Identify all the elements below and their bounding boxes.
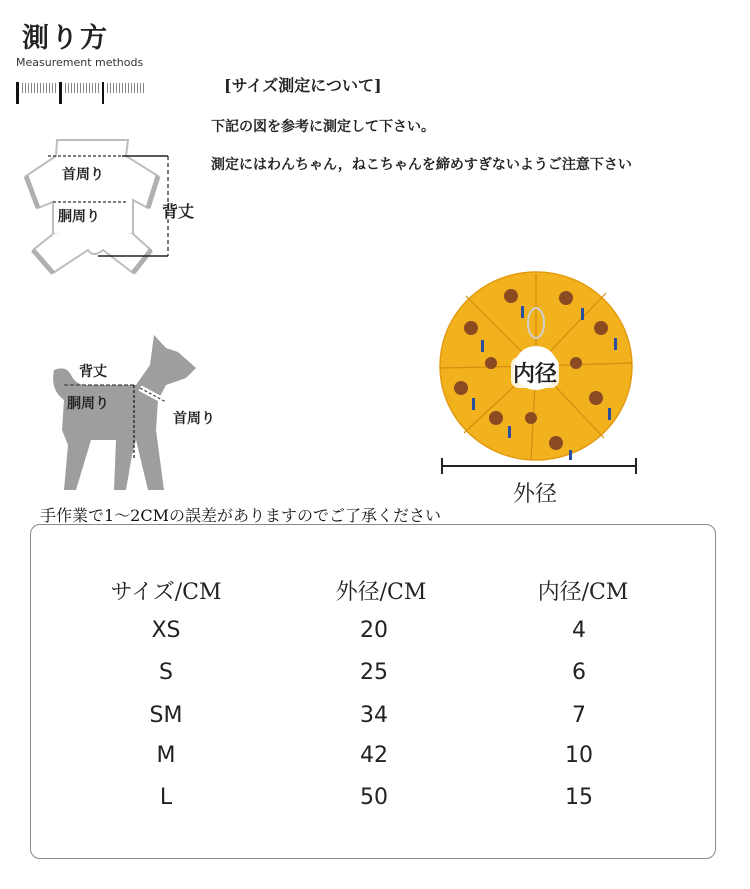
inner-diameter-label: 内径 bbox=[511, 357, 559, 388]
cell-size: M bbox=[156, 743, 176, 768]
instruction-line-2: 測定にはわんちゃん，ねこちゃんを締めすぎないようご注意下さい bbox=[211, 157, 632, 173]
cell-inner: 15 bbox=[565, 785, 593, 810]
size-table bbox=[30, 524, 716, 859]
clothing-chest-label: 胴周り bbox=[58, 209, 100, 225]
header-outer-diameter: 外径/CM bbox=[335, 580, 427, 605]
cell-size: L bbox=[159, 785, 173, 810]
tolerance-note: 手作業で1～2CMの誤差がありますのでご了承ください bbox=[40, 506, 441, 525]
cell-size: S bbox=[159, 660, 173, 685]
header-inner-diameter: 内径/CM bbox=[537, 580, 629, 605]
dog-chest-label: 胴周り bbox=[67, 396, 109, 412]
instruction-line-1: 下記の図を参考に測定して下さい。 bbox=[211, 119, 435, 135]
clothing-neck-label: 首周り bbox=[62, 167, 104, 183]
ruler-icon bbox=[16, 80, 146, 106]
cell-inner: 6 bbox=[572, 660, 586, 685]
page-title: 測り方 bbox=[22, 23, 109, 54]
outer-diameter-label: 外径 bbox=[513, 482, 558, 507]
cell-inner: 7 bbox=[572, 703, 586, 728]
cell-inner: 4 bbox=[572, 618, 586, 643]
cell-outer: 34 bbox=[360, 703, 388, 728]
cell-outer: 50 bbox=[360, 785, 388, 810]
page-subtitle: Measurement methods bbox=[16, 56, 144, 69]
cell-outer: 20 bbox=[360, 618, 388, 643]
section-title: [サイズ測定について] bbox=[224, 76, 382, 95]
cell-size: XS bbox=[151, 618, 181, 643]
cell-size: SM bbox=[149, 703, 183, 728]
cell-inner: 10 bbox=[565, 743, 593, 768]
cell-outer: 25 bbox=[360, 660, 388, 685]
header-size: サイズ/CM bbox=[110, 580, 222, 605]
clothing-back-label: 背丈 bbox=[162, 202, 195, 221]
dog-neck-label: 首周り bbox=[173, 411, 215, 427]
cell-outer: 42 bbox=[360, 743, 388, 768]
dog-back-label: 背丈 bbox=[79, 364, 107, 380]
outer-diameter-measure-icon bbox=[440, 456, 640, 476]
